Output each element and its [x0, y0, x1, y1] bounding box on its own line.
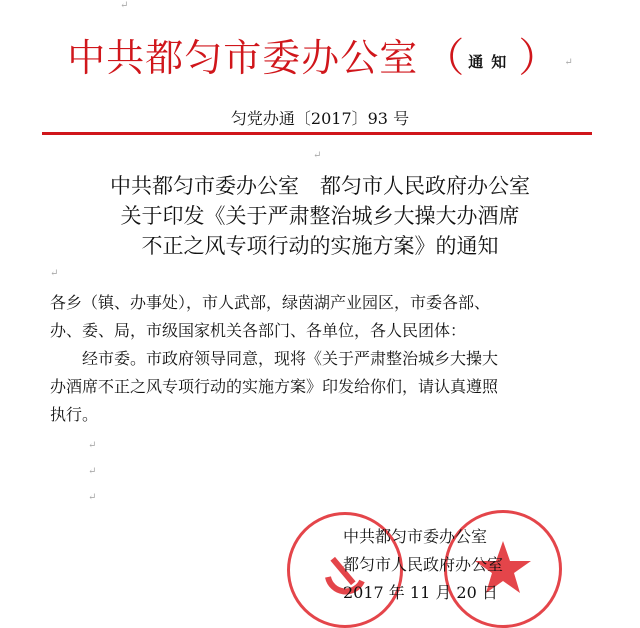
- header-row: [0, 26, 640, 83]
- paragraph-mark: ↵: [50, 268, 59, 279]
- paragraph-mark: ↵: [88, 492, 97, 503]
- title-line-2: 关于印发《关于严肃整治城乡大操大办酒席: [120, 204, 520, 228]
- signature-org-1: 中共都匀市委办公室: [343, 527, 488, 546]
- paragraph-mark: ↵: [88, 466, 97, 477]
- body-line-4: 办酒席不正之风专项行动的实施方案》印发给你们，请认真遵照: [50, 377, 499, 396]
- body-line-1: 各乡（镇、办事处），市人武部，绿茵湖产业园区，市委各部、: [50, 293, 491, 312]
- title-line-1: 中共都匀市委办公室 都匀市人民政府办公室: [110, 174, 530, 198]
- issuing-org-header: 中共都匀市委办公室: [67, 36, 419, 80]
- paragraph-mark: ↵: [120, 0, 129, 11]
- red-divider: [42, 132, 592, 135]
- doc-type: 通知: [468, 53, 515, 71]
- body-line-5: 执行。: [50, 405, 99, 424]
- paren-open: （: [424, 35, 465, 81]
- body-line-2: 办、委、局，市级国家机关各部门、各单位，各人民团体：: [50, 321, 467, 340]
- paragraph-mark: ↵: [88, 440, 97, 451]
- paragraph-mark: ↵: [313, 150, 322, 161]
- paren-close: ）: [518, 35, 559, 81]
- body-line-3: 经市委。市政府领导同意，现将《关于严肃整治城乡大操大: [50, 349, 499, 368]
- document-number: 匀党办通〔2017〕93 号: [230, 109, 410, 128]
- title-line-3: 不正之风专项行动的实施方案》的通知: [141, 234, 499, 258]
- signature-date: 2017 年 11 月 20 日: [343, 583, 498, 602]
- signature-org-2: 都匀市人民政府办公室: [343, 555, 504, 574]
- paragraph-mark: ↵: [564, 57, 573, 68]
